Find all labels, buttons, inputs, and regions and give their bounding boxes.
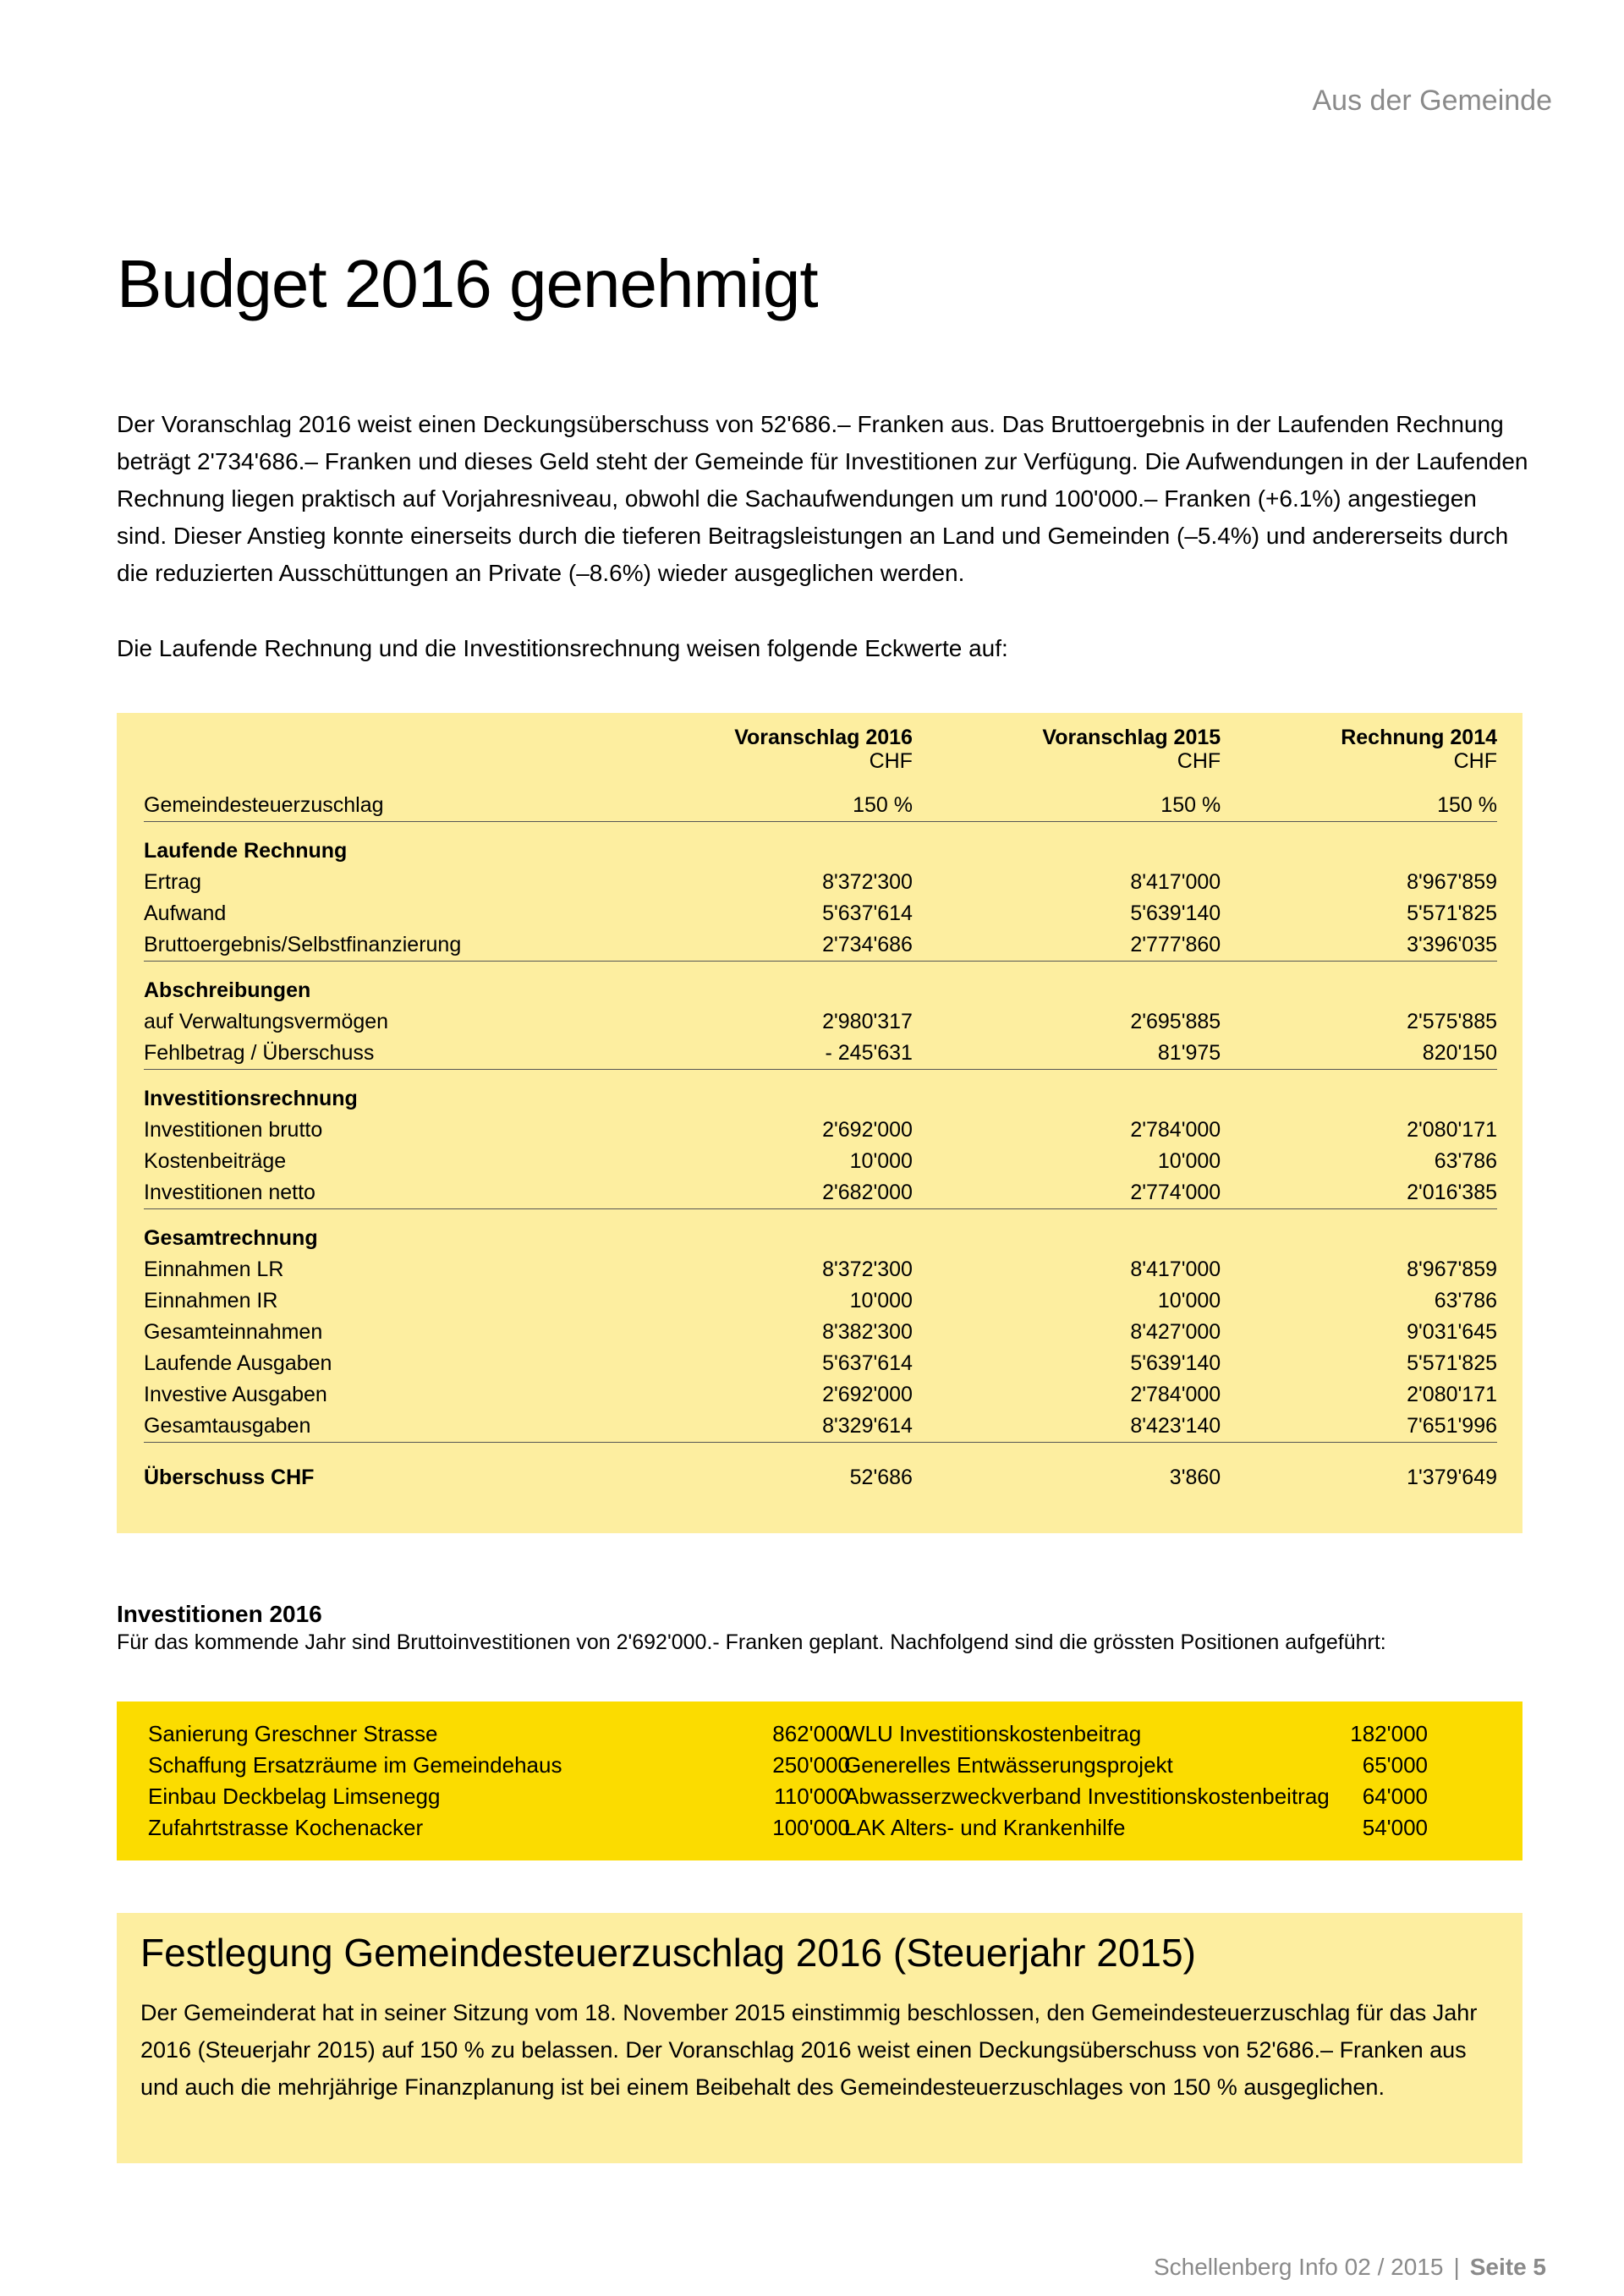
table-row: Fehlbetrag / Überschuss - 245'631 81'975 820'150: [144, 1041, 1497, 1065]
investments-right-list: [844, 1718, 1428, 1844]
section-heading-row: Gesamtrechnung: [144, 1226, 318, 1250]
list-item: Zufahrtstrasse Kochenacker 100'000: [148, 1815, 850, 1840]
table-header-row: [144, 726, 1497, 773]
page-footer: [1154, 2254, 1546, 2281]
publication-name: Schellenberg Info 02 / 2015: [1153, 2254, 1444, 2280]
table-row: Ertrag 8'372'300 8'417'000 8'967'859: [144, 870, 1497, 894]
investments-left-list: [148, 1718, 850, 1844]
list-item: LAK Alters- und Krankenhilfe 54'000: [844, 1815, 1428, 1840]
list-item: Sanierung Greschner Strasse 862'000: [148, 1721, 850, 1746]
table-row: Gesamtausgaben 8'329'614 8'423'140 7'651'996: [144, 1414, 1497, 1438]
page-title: Budget 2016 genehmigt: [117, 246, 818, 321]
table-lead-text: Die Laufende Rechnung und die Investitionsrechnung weisen folgende Eckwerte auf:: [117, 635, 1008, 661]
list-item: Einbau Deckbelag Limsenegg 110'000: [148, 1784, 850, 1809]
table-row: Gemeindesteuerzuschlag 150 % 150 % 150 %: [144, 793, 1497, 817]
page-number: Seite 5: [1469, 2254, 1546, 2280]
table-row: Kostenbeiträge 10'000 10'000 63'786: [144, 1149, 1497, 1173]
investments-panel: [117, 1701, 1522, 1860]
table-row: Aufwand 5'637'614 5'639'140 5'571'825: [144, 901, 1497, 925]
table-row: Investitionen netto 2'682'000 2'774'000 2'016'385: [144, 1181, 1497, 1204]
section-heading-row: Abschreibungen: [144, 978, 311, 1002]
table-row: Bruttoergebnis/Selbstfinanzierung 2'734'686 2'777'860 3'396'035: [144, 933, 1497, 956]
column-header: Rechnung 2014 CHF: [1341, 726, 1497, 773]
section-heading-row: Investitionsrechnung: [144, 1087, 358, 1110]
list-item: Schaffung Ersatzräume im Gemeindehaus 250'000: [148, 1752, 850, 1778]
tax-rate-heading: Festlegung Gemeindesteuerzuschlag 2016 (Steuerjahr 2015): [140, 1931, 1196, 1975]
table-row: Einnahmen LR 8'372'300 8'417'000 8'967'859: [144, 1258, 1497, 1281]
investments-intro: Für das kommende Jahr sind Bruttoinvestitionen von 2'692'000.- Franken geplant. Nachfolgend sind die grössten Positionen aufgeführt:: [117, 1630, 1386, 1654]
table-row: Einnahmen IR 10'000 10'000 63'786: [144, 1289, 1497, 1312]
intro-paragraph: Der Voranschlag 2016 weist einen Deckungsüberschuss von 52'686.– Franken aus. Das Bruttoergebnis in der Laufenden Rechnung beträgt 2'734'686.– Franken und dieses Geld steht der Gemeinde für Investitionen zur Verfügung. Die Aufwendungen in der Laufenden Rechnung liegen praktisch auf Vorjahresniveau, obwohl die Sachaufwendungen um rund 100'000.– Franken (+6.1%) angestiegen sind. Dieser Anstieg konnte einerseits durch die tieferen Beitragsleistungen an Land und Gemeinden (–5.4%) und andererseits durch die reduzierten Ausschüttungen an Private (–8.6%) wieder ausgeglichen werden.: [117, 411, 1528, 586]
investments-heading: Investitionen 2016: [117, 1601, 322, 1627]
budget-table: [144, 726, 1497, 1499]
section-label: Aus der Gemeinde: [1312, 85, 1552, 117]
total-row: Überschuss CHF 52'686 3'860 1'379'649: [144, 1465, 1497, 1489]
table-row: Gesamteinnahmen 8'382'300 8'427'000 9'031'645: [144, 1320, 1497, 1344]
table-row: Investive Ausgaben 2'692'000 2'784'000 2'080'171: [144, 1383, 1497, 1406]
column-header: Voranschlag 2015 CHF: [1042, 726, 1221, 773]
budget-table-panel: [117, 713, 1522, 1533]
section-heading-row: Laufende Rechnung: [144, 839, 348, 863]
list-item: WLU Investitionskostenbeitrag 182'000: [844, 1721, 1428, 1746]
table-row: Investitionen brutto 2'692'000 2'784'000 2'080'171: [144, 1118, 1497, 1142]
table-row: auf Verwaltungsvermögen 2'980'317 2'695'885 2'575'885: [144, 1010, 1497, 1033]
tax-rate-panel: [117, 1913, 1522, 2163]
list-item: Abwasserzweckverband Investitionskostenbeitrag 64'000: [844, 1784, 1428, 1809]
tax-rate-text: Der Gemeinderat hat in seiner Sitzung vom 18. November 2015 einstimmig beschlossen, den Gemeindesteuerzuschlag für das Jahr 2016 (Steuerjahr 2015) auf 150 % zu belassen. Der Voranschlag 2016 weist einen Deckungsüberschuss von 52'686.– Franken aus und auch die mehrjährige Finanzplanung ist bei einem Beibehalt des Gemeindesteuerzuschlages von 150 % ausgeglichen.: [140, 2000, 1478, 2100]
footer-separator: |: [1453, 2254, 1460, 2280]
list-item: Generelles Entwässerungsprojekt 65'000: [844, 1752, 1428, 1778]
column-header: Voranschlag 2016 CHF: [734, 726, 913, 773]
table-row: Laufende Ausgaben 5'637'614 5'639'140 5'571'825: [144, 1351, 1497, 1375]
